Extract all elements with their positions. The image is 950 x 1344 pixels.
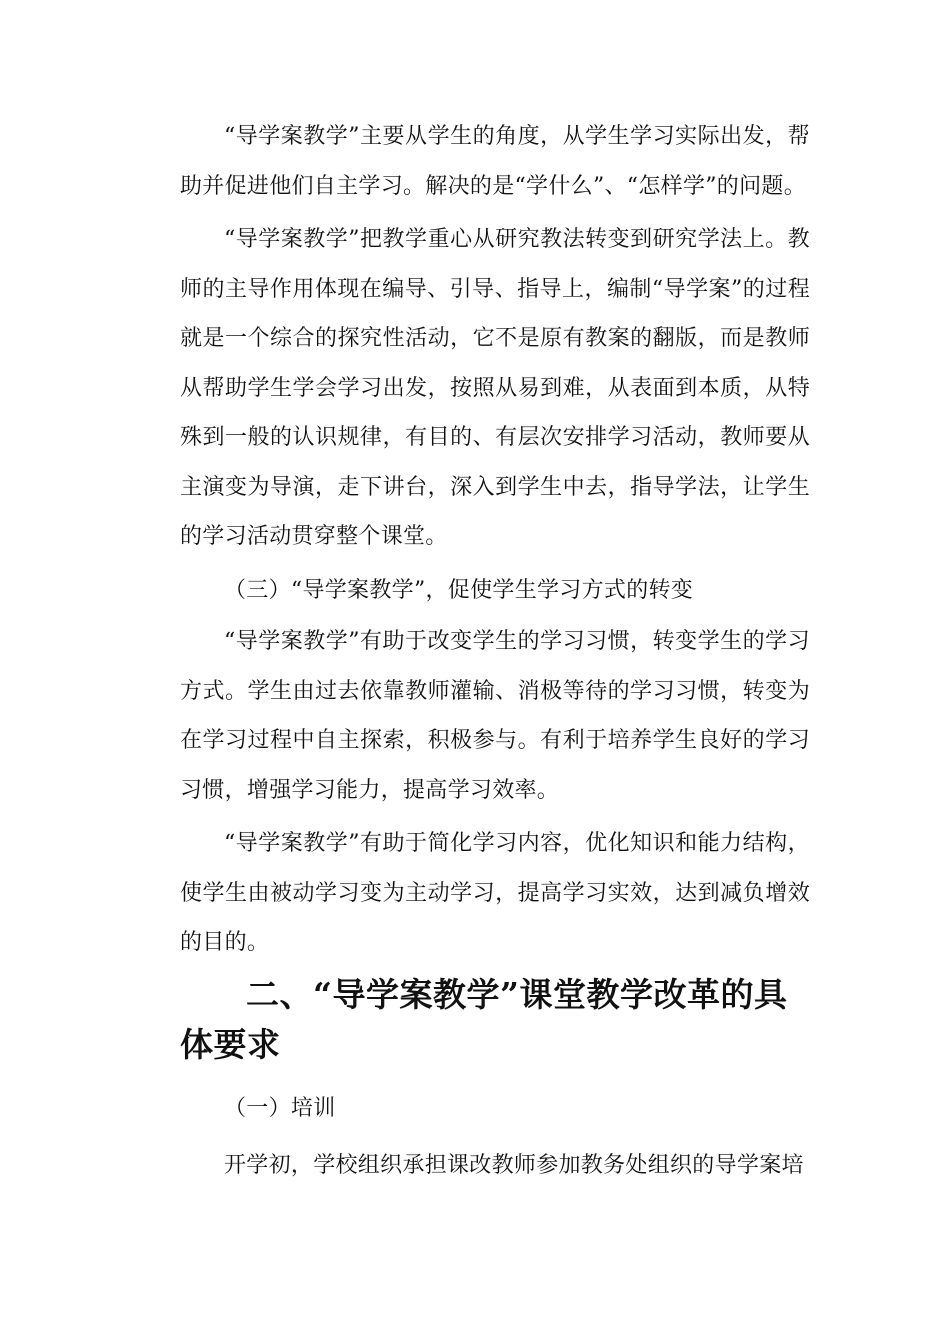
document-page — [180, 112, 810, 1191]
paragraph-5: 开学初，学校组织承担课改教师参加教务处组织的导学案培 — [224, 1153, 804, 1178]
subheading-1: （一）培训 — [224, 1095, 336, 1121]
subheading-3: （三）“导学案教学”，促使学生学习方式的转变 — [224, 577, 694, 603]
paragraph-2: “导学案教学”把教学重心从研究教法转变到研究学法上。教师的主导作用体现在编导、引导、指导上，编制“导学案”的过程就是一个综合的探究性活动，它不是原有教案的翻版，而是教师从帮助学生学会学习出发，按照从易到难，从表面到本质，从特殊到一般的认识规律，有目的、有层次安排学习活动，教师要从主演变为导演，走下讲台，深入到学生中去，指导学法，让学生的学习活动贯穿整个课堂。 — [180, 227, 810, 549]
paragraph-1: “导学案教学”主要从学生的角度，从学生学习实际出发，帮助并促进他们自主学习。解决的是“学什么”、“怎样学”的问题。 — [180, 124, 810, 199]
paragraph-4: “导学案教学”有助于简化学习内容，优化知识和能力结构，使学生由被动学习变为主动学习，提高学习实效，达到减负增效的目的。 — [180, 831, 810, 955]
paragraph-3: “导学案教学”有助于改变学生的学习习惯，转变学生的学习方式。学生由过去依靠教师灌输、消极等待的学习习惯，转变为在学习过程中自主探索，积极参与。有利于培养学生良好的学习习惯，增强学习能力，提高学习效率。 — [180, 629, 810, 803]
section-heading-2: 二、“导学案教学”课堂教学改革的具体要求 — [180, 974, 788, 1064]
